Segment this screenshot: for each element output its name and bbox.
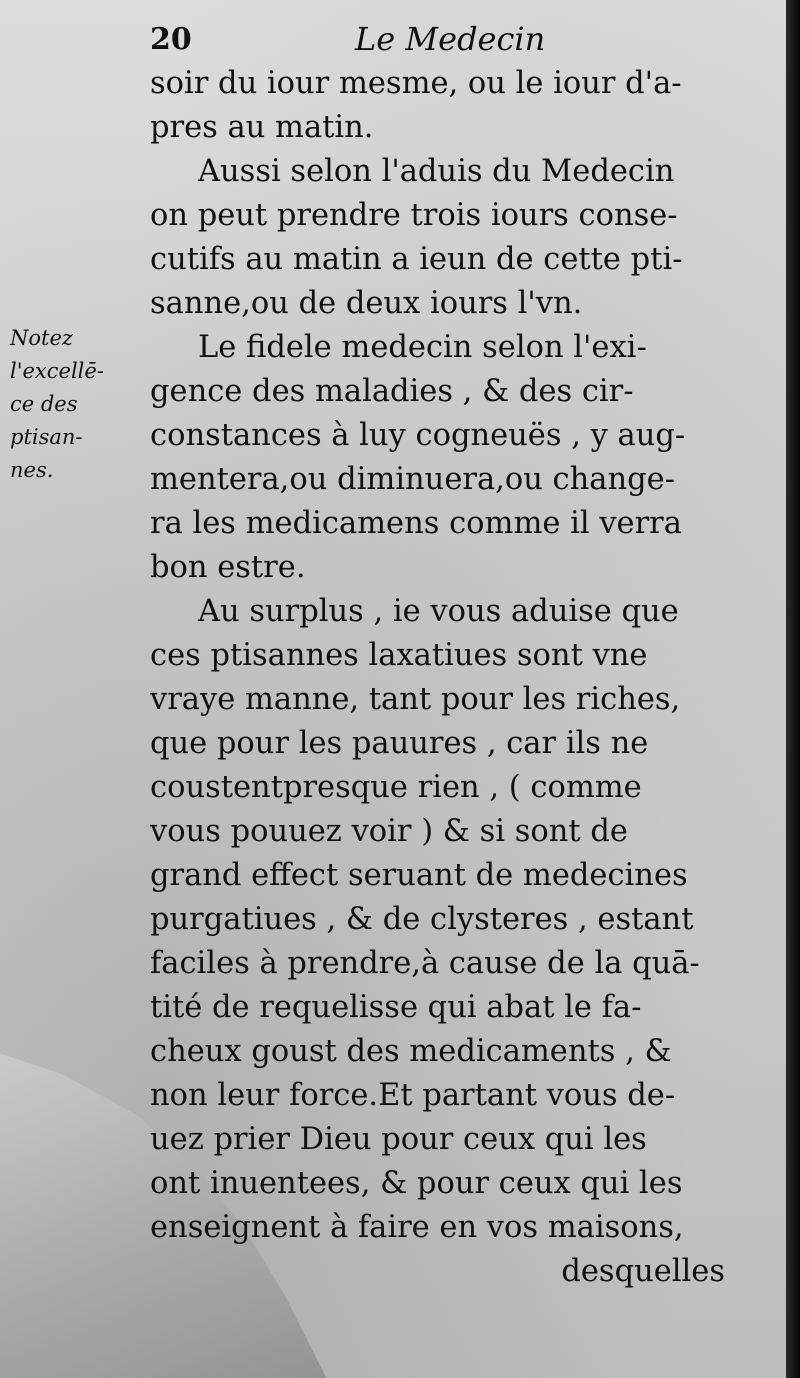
text-line: que pour les pauures , car ils ne <box>150 726 649 761</box>
text-line: soir du iour mesme, ou le iour d'a- <box>150 66 682 101</box>
text-line: mentera,ou diminuera,ou change- <box>150 462 675 497</box>
page-number: 20 <box>150 22 192 57</box>
text-line: coustentpresque rien , ( comme <box>150 770 642 805</box>
text-line: uez prier Dieu pour ceux qui les <box>150 1122 647 1157</box>
page-edge-shadow <box>786 0 800 1378</box>
text-line: gence des maladies , & des cir- <box>150 374 634 409</box>
page-header <box>150 14 560 64</box>
text-line: faciles à prendre,à cause de la quā- <box>150 946 700 981</box>
text-line: vraye manne, tant pour les riches, <box>150 682 681 717</box>
text-line: ont inuentees, & pour ceux qui les <box>150 1166 683 1201</box>
margin-note <box>10 322 130 487</box>
margin-note-line: ce des <box>10 392 78 416</box>
margin-note-line: Notez <box>10 326 73 350</box>
text-line: ra les medicamens comme il verra <box>150 506 682 541</box>
text-line: purgatiues , & de clysteres , estant <box>150 902 694 937</box>
margin-note-line: l'excellē- <box>10 359 104 383</box>
text-line: enseignent à faire en vos maisons, <box>150 1210 684 1245</box>
text-line: pres au matin. <box>150 110 374 145</box>
text-line: Le fidele medecin selon l'exi- <box>198 330 647 365</box>
margin-note-line: nes. <box>10 458 54 482</box>
text-line: bon estre. <box>150 550 306 585</box>
text-line: Au surplus , ie vous aduise que <box>198 594 679 629</box>
body-text <box>150 62 725 1294</box>
text-line: constances à luy cogneuës , y aug- <box>150 418 686 453</box>
text-line: tité de requelisse qui abat le fa- <box>150 990 642 1025</box>
text-line: vous pouuez voir ) & si sont de <box>150 814 628 849</box>
text-line: non leur force.Et partant vous de- <box>150 1078 676 1113</box>
text-line: cheux goust des medicaments , & <box>150 1034 672 1069</box>
text-line: sanne,ou de deux iours l'vn. <box>150 286 583 321</box>
running-head: Le Medecin <box>355 20 546 58</box>
text-line: cutifs au matin a ieun de cette pti- <box>150 242 683 277</box>
catchword: desquelles <box>561 1254 725 1289</box>
text-line: grand effect seruant de medecines <box>150 858 688 893</box>
text-line: ces ptisannes laxatiues sont vne <box>150 638 648 673</box>
margin-note-line: ptisan- <box>10 425 83 449</box>
text-line: on peut prendre trois iours conse- <box>150 198 678 233</box>
text-line: Aussi selon l'aduis du Medecin <box>198 154 675 189</box>
